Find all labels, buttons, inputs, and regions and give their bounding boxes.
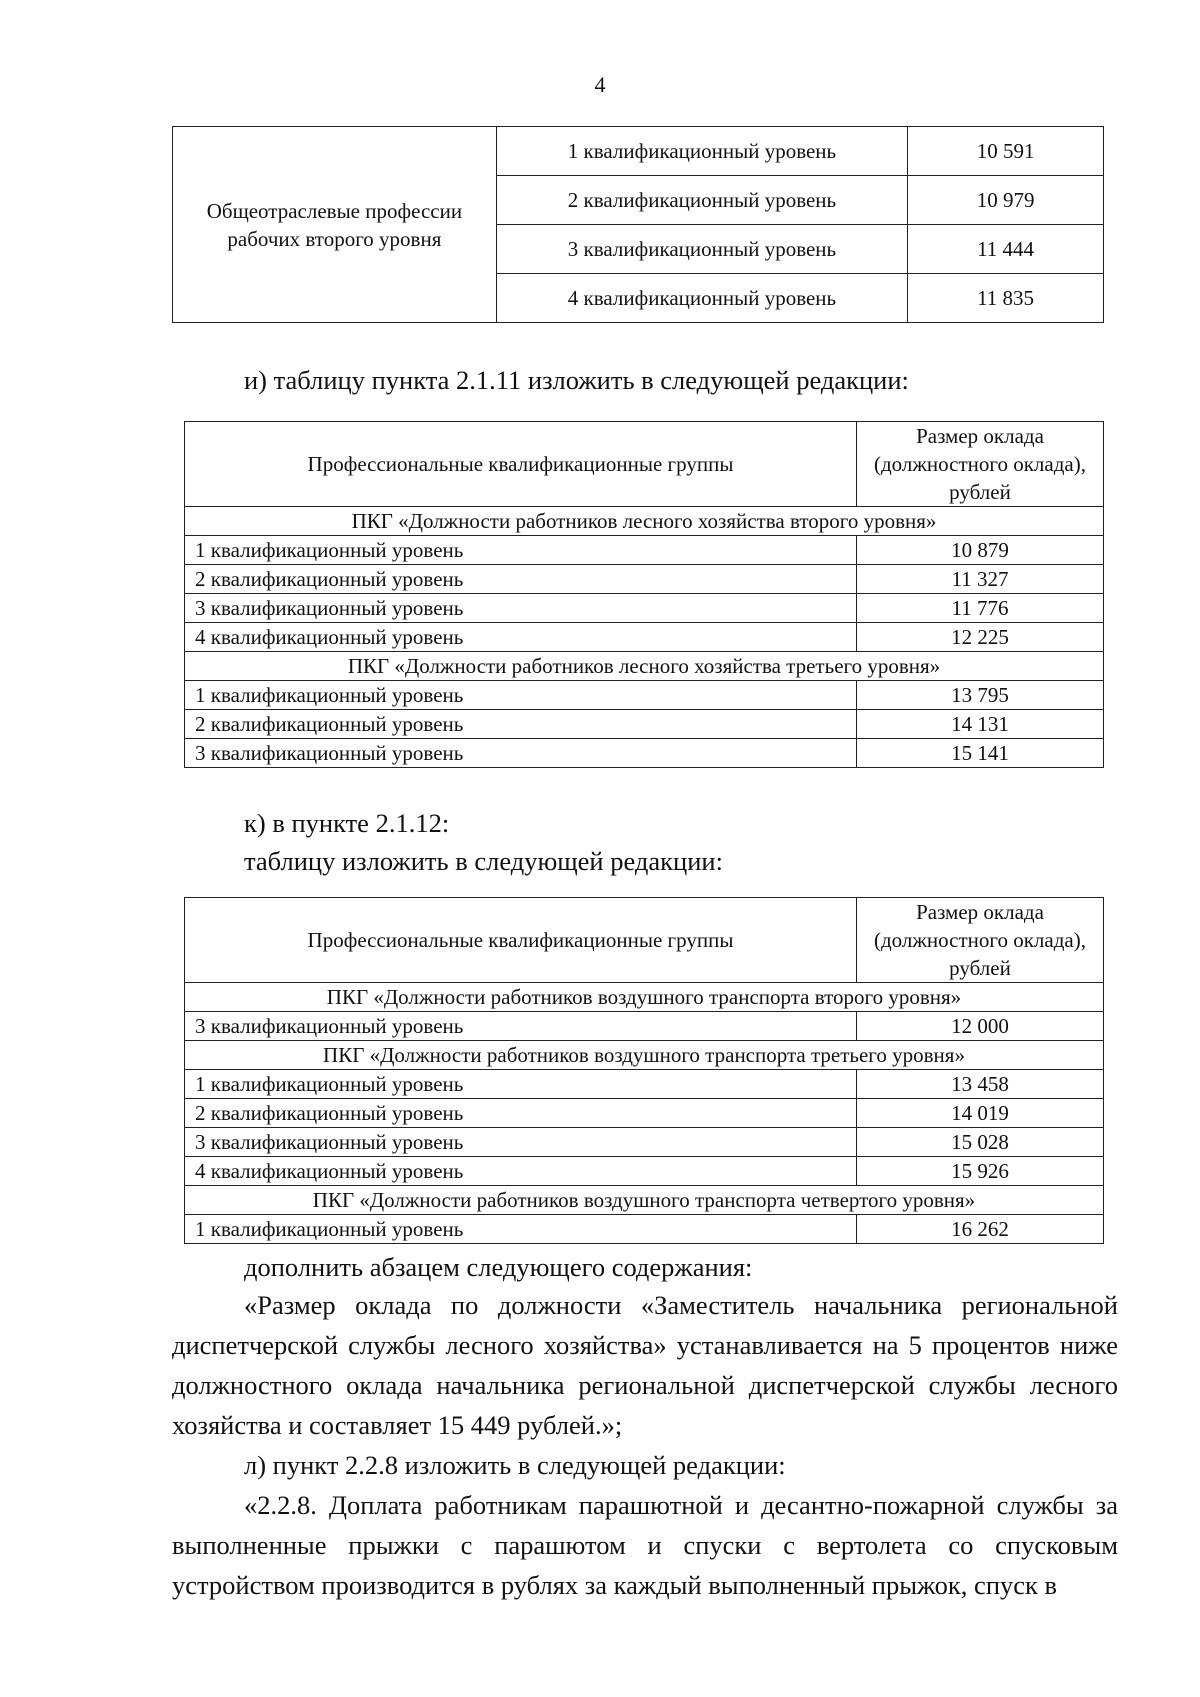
table-row bbox=[185, 710, 1104, 739]
table-row bbox=[185, 1128, 1104, 1157]
group-row bbox=[185, 1186, 1104, 1215]
level-cell: 3 квалификационный уровень bbox=[185, 739, 857, 768]
level-cell: 4 квалификационный уровень bbox=[185, 623, 857, 652]
table-air-transport bbox=[184, 897, 1104, 1244]
group-title: ПКГ «Должности работников воздушного транспорта третьего уровня» bbox=[185, 1041, 1104, 1070]
value-cell: 11 327 bbox=[857, 565, 1104, 594]
group-title: ПКГ «Должности работников воздушного транспорта второго уровня» bbox=[185, 983, 1104, 1012]
value-cell: 15 926 bbox=[857, 1157, 1104, 1186]
value-cell: 15 141 bbox=[857, 739, 1104, 768]
paragraph-l: л) пункт 2.2.8 изложить в следующей редакции: bbox=[244, 1450, 786, 1480]
level-cell: 2 квалификационный уровень bbox=[185, 710, 857, 739]
value-cell: 15 028 bbox=[857, 1128, 1104, 1157]
level-cell: 4 квалификационный уровень bbox=[496, 274, 907, 323]
level-cell: 1 квалификационный уровень bbox=[185, 681, 857, 710]
level-cell: 4 квалификационный уровень bbox=[185, 1157, 857, 1186]
value-cell: 11 776 bbox=[857, 594, 1104, 623]
level-cell: 3 квалификационный уровень bbox=[185, 1012, 857, 1041]
table-row bbox=[185, 739, 1104, 768]
value-cell: 14 019 bbox=[857, 1099, 1104, 1128]
level-cell: 1 квалификационный уровень bbox=[185, 1070, 857, 1099]
page-number: 4 bbox=[594, 72, 606, 97]
table-header-row bbox=[185, 422, 1104, 507]
column-header-groups: Профессиональные квалификационные группы bbox=[185, 898, 857, 983]
column-header-salary: Размер оклада (должностного оклада), рублей bbox=[857, 898, 1104, 983]
table-forestry bbox=[184, 421, 1104, 768]
group-row bbox=[185, 507, 1104, 536]
table-row bbox=[185, 1070, 1104, 1099]
group-title: ПКГ «Должности работников лесного хозяйства третьего уровня» bbox=[185, 652, 1104, 681]
table-row bbox=[185, 594, 1104, 623]
level-cell: 3 квалификационный уровень bbox=[496, 225, 907, 274]
value-cell: 16 262 bbox=[857, 1215, 1104, 1244]
table-row bbox=[185, 681, 1104, 710]
table-general-workers bbox=[172, 126, 1104, 323]
value-cell: 11 835 bbox=[908, 274, 1104, 323]
paragraph-add: дополнить абзацем следующего содержания: bbox=[244, 1252, 753, 1282]
level-cell: 2 квалификационный уровень bbox=[185, 565, 857, 594]
group-title: ПКГ «Должности работников лесного хозяйства второго уровня» bbox=[185, 507, 1104, 536]
table-row bbox=[185, 536, 1104, 565]
value-cell: 10 979 bbox=[908, 176, 1104, 225]
paragraph-2-2-8: «2.2.8. Доплата работникам парашютной и десантно-пожарной службы за выполненные прыжки с парашютом и спуски с вертолета со спусковым устройством производится в рублях за каждый выполненный прыжок, спуск в bbox=[172, 1490, 1118, 1600]
column-header-groups: Профессиональные квалификационные группы bbox=[185, 422, 857, 507]
level-cell: 2 квалификационный уровень bbox=[496, 176, 907, 225]
table-row bbox=[185, 565, 1104, 594]
group-cell: Общеотраслевые профессии рабочих второго уровня bbox=[173, 127, 497, 323]
table-row bbox=[185, 1215, 1104, 1244]
value-cell: 13 458 bbox=[857, 1070, 1104, 1099]
value-cell: 10 879 bbox=[857, 536, 1104, 565]
group-title: ПКГ «Должности работников воздушного транспорта четвертого уровня» bbox=[185, 1186, 1104, 1215]
paragraph-i: и) таблицу пункта 2.1.11 изложить в следующей редакции: bbox=[244, 365, 909, 395]
table-row bbox=[185, 1012, 1104, 1041]
value-cell: 12 225 bbox=[857, 623, 1104, 652]
table-row bbox=[173, 127, 1104, 176]
level-cell: 1 квалификационный уровень bbox=[185, 1215, 857, 1244]
table-header-row bbox=[185, 898, 1104, 983]
value-cell: 14 131 bbox=[857, 710, 1104, 739]
table-row bbox=[185, 1157, 1104, 1186]
level-cell: 1 квалификационный уровень bbox=[496, 127, 907, 176]
value-cell: 13 795 bbox=[857, 681, 1104, 710]
paragraph-k: к) в пункте 2.1.12: bbox=[244, 808, 450, 838]
level-cell: 3 квалификационный уровень bbox=[185, 1128, 857, 1157]
table-row bbox=[185, 623, 1104, 652]
group-row bbox=[185, 983, 1104, 1012]
value-cell: 12 000 bbox=[857, 1012, 1104, 1041]
paragraph-k-table: таблицу изложить в следующей редакции: bbox=[244, 846, 723, 876]
table-row bbox=[185, 1099, 1104, 1128]
level-cell: 2 квалификационный уровень bbox=[185, 1099, 857, 1128]
column-header-salary: Размер оклада (должностного оклада), рублей bbox=[857, 422, 1104, 507]
group-row bbox=[185, 652, 1104, 681]
level-cell: 1 квалификационный уровень bbox=[185, 536, 857, 565]
level-cell: 3 квалификационный уровень bbox=[185, 594, 857, 623]
value-cell: 10 591 bbox=[908, 127, 1104, 176]
paragraph-quote: «Размер оклада по должности «Заместитель начальника региональной диспетчерской службы лесного хозяйства» устанавливается на 5 процентов ниже должностного оклада начальника региональной диспетчерской службы лесного хозяйства и составляет 15 449 рублей.»; bbox=[172, 1290, 1118, 1440]
group-row bbox=[185, 1041, 1104, 1070]
value-cell: 11 444 bbox=[908, 225, 1104, 274]
